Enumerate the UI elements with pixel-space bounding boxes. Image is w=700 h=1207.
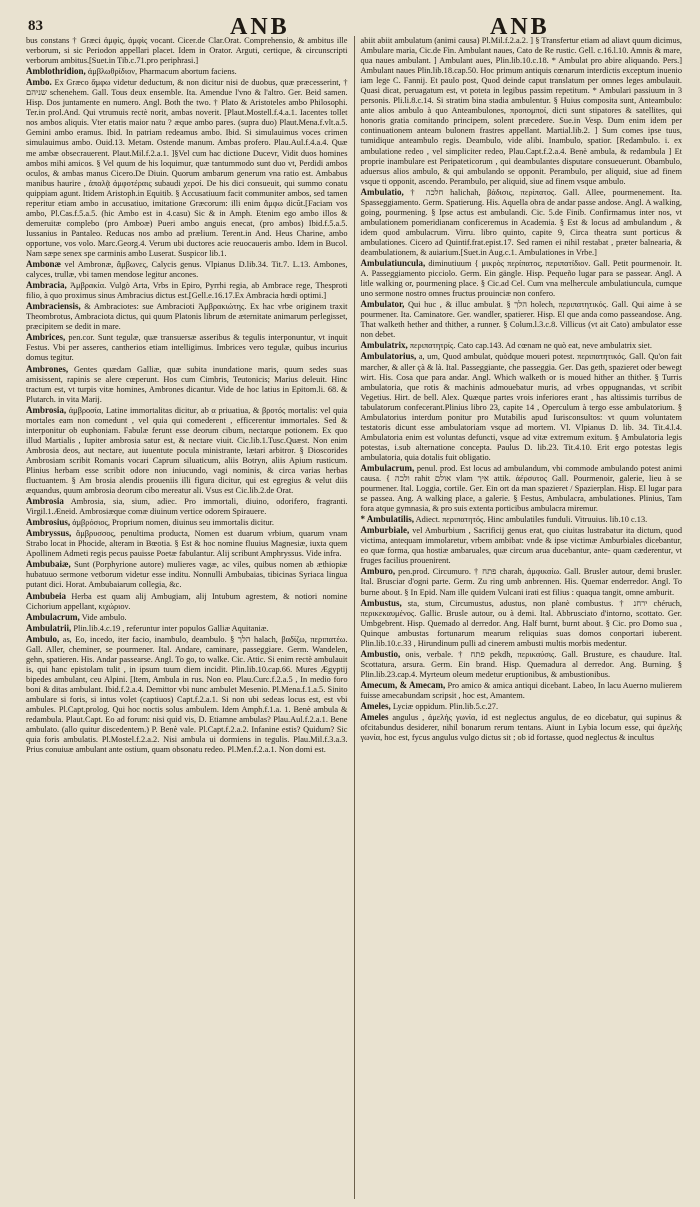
dictionary-entry [26, 259, 348, 280]
entry-headword: Ambrosia, [26, 404, 67, 415]
dictionary-entry [26, 559, 348, 590]
entry-text: Lyciæ oppidum. Plin.lib.5.c.27. [392, 702, 499, 712]
entry-headword: Amecum, & Amecam, [360, 679, 446, 690]
dictionary-entry [26, 591, 348, 612]
entry-headword: Ambulatrix, [360, 340, 408, 351]
entry-headword: Ameles [360, 712, 389, 723]
dictionary-entry [361, 340, 683, 351]
entry-headword: Ambrones, [26, 363, 69, 374]
dictionary-entry [361, 712, 683, 743]
dictionary-entry [361, 299, 683, 340]
entry-text: Pro amico & amica antiqui dicebant. Labeo, In lacu Auerno mulierem fuisse amecabundam scripsit , hoc est, Amantem. [360, 680, 682, 700]
entry-text: Gentes quædam Galliæ, quæ subita inundatione maris, quum sedes suas amisissent, rapinis se alere cœperunt. Hos cum Cimbris, Teutonicis; Marius deleuit. Hinc tractum est, vt turpis vitæ homines, Ambrones dicantur. Vide de hoc latius in Epitom.li. 68. & Plutarch. in vita Marij. [26, 364, 348, 404]
entry-headword: Ambulacrum, [360, 462, 415, 473]
entry-text: a, um, Quod ambulat, quòdque moueri potest. περιπατητικός. Gall. Qu'on fait marcher, & aller çà & là. Ital. Passeggiante, che passeggia. Ger. Das geth, spazieret oder bewegt wirt. His. Cosa que para andar. Angl. Which walketh or is moued hither an thither. § Turris ambulatoria, que rotis & machinis admouebatur muris, ad vrbes oppugnandas, vt scribit Vegetius. Hirt. de bell. Alex. Quæque partes vrois inferiores erant , has altissimis turribus de tabulatorum confecerant.Plinius libro 23, capite 14 , Operculum à tergo esse ambulatorium. § Ambulatorius interdum ponitur pro Mutabilis apud Iurisconsultos: vt quum voluntatem testatoris dicunt esse ambulatoriam vsque ad mortem. Vl. Vlpianus D. lib. 34. Tit.4.l.4. Ambulatoria enim est voluntas defuncti, vsque ad vitæ extremum exitum. § Ambulatoria legis potestas, i.sub alternatione concepta. Paulus D. lib.23. Tit.4.10. Erit ergo potestas legis ambulatoria, quia dotalis fuit obligatio. [360, 352, 682, 462]
dictionary-entry [26, 634, 348, 756]
entry-headword: Ambrosia [26, 496, 64, 507]
dictionary-entry [361, 680, 683, 701]
entry-text: † חלכה halichah, βάδισις, περίπατος. Gall. Allee, pourmenement. Ita. Spasseggiamento. Germ. Spatierung. His. Aquella obra de andar passe andose. Angl. A walking, going, pourmening. § Ipse actus est ambulandi. Cic. 5.de Finib. Confirmamus inter nos, vt ambulationem pomeridianam conficeremus in Academia. § Est & locus ad ambulandum , & idem quod ambulacrum. Virru. libro quinto, capite 9, Circa theatra sunt porticus & ambulationes. Cicero ad Quintif.frat.epist.17. Sed ramen ei nihil restabat , præter balnearia, & deambulationem, & auiarium.[Suet.in Aug.c.1. Ambulationes in Vrbe.] [360, 187, 682, 257]
entry-text: Sunt (Porphyrione autore) mulieres vagæ, ac viles, quibus nomen ab æthiopiæ hubatuuo sermone vetborum videtur esse inditu. Nonnulli Ambubaias, tibicinas Syriaca lingua putant dici. Horat. Ambubaiarum collegia, &c. [26, 560, 348, 590]
dictionary-entry [26, 496, 348, 517]
entry-text: Adiect. περιπατητός. Hinc ambulatiles funduli. Vitruuius. lib.10 c.13. [415, 515, 648, 525]
dictionary-entry [26, 612, 348, 623]
entry-text: penul. prod. Est locus ad ambulandum, vbi commode ambulando potest animi causa. { ולכה rahit אולם vlam איך attik. ἀέρσυτος Gall. Pourmenoir, galerie, lieu à se pourmener. Ital. Loggia, cortile. Ger. Ein ort da man spazieret / Spazierplan. Hisp. El lugar para se passea. Ang. A walking place, a galerie. § Festus, Ambulacra, ambulationes. Plinius, Tam fora atque gymnasia, & pro suis extenta porticibus ambulacra miremur. [360, 463, 683, 514]
entry-text: bus constans † Græci ἀμφὶς, ἀμφὶς vocant. Cicer.de Clar.Orat. Comprehensio, & ambitus ille verborum, si sic Periodon appellari placet. Idem in Orator. Arguti, certique, & circunscripti verborum ambitus.[Suet.in Tib.c.71.pro periphrasi.] [26, 36, 348, 66]
entry-headword: Ambulatio, [360, 186, 404, 197]
entry-text: ἀμβροσία, Latine immortalitas dicitur, ab α priuatiua, & βροτός mortalis: vel quia mortales eam non comedunt , vel quia qui comederent , efficerentur immortales. Sed & interponitur ob euphoniam. Fabulæ ferunt esse deorum cibum, nectarque potionem. Ex quo illud Martialis , Iupiter ambrosia satur est, & nectare viuit. Cic.lib.1.Tusc.Quæst. Non enim Ambrosia deos, aut nectare, aut iuuentute pocula ministrante, lætari arbitror. § Dioscorides Ambrosiam scribit Romanis vocari Caprum siluaticum, aliis Botryn, aliis Apium rusticum. Plinius herbam esse scribit odore non iniucundo, vagi nominis, & circa varias herbas fluctuantem. § Am brosia alendis proueniis illi figura dicitur, qui est egregius & velut diis æquandus, quum ambrosia deorum cibo mereatur ali. Vsus est Cic.lib.2.de Orat. [26, 405, 348, 496]
dictionary-entry [26, 66, 348, 77]
right-column [355, 36, 689, 1199]
entry-headword: Amburbiale, [360, 525, 410, 536]
entry-text: Ambrosia, sia, sium, adiec. Pro immortali, diuino, odorifero, fragranti. Virgil.1.Æneid. Ambrosiæque comæ diuinum vertice odorem Spirauere. [26, 497, 348, 517]
entry-text: abiit abiit ambulatum (animi causa) Pl.Mil.f.2.a.2. ] § Transfertur etiam ad aliavt quum dicimus, Ambulare maria, Cic.de Fin. Ambulant naues, Cato de Re rustic. Gell. c.16.l.10. Amnis & mare, qua naues ambulant. ] Ambulant aues, Plin.lib.10.c.18. * Ambulat pro abire aliquando. Pers.] Ambulant naues Plin.lib.18.cap.50. Hoc primum antiquis cœnarum interdictis exceptum inuenio iam lege C. Fannij. Et paulo post, Quod deinde caput translatum per omnes leges ambulauit. Quasi dicat, peruagatum est, vt poteta in legibus passim repetitum. * Ambulari passiuum in 3 personis. Pli.li.8.c.14. Si stratim bina stadia ambulentur. § Huius composita sunt, Anteambulo: ante alios ambulo à quo Anteambulones, προπομποί, dicti sunt stipatores & satellites, qui honoris gratia comitando principem, solent præcedere. Sue.in Vesp. Dum enim idem per continuationem anteam bulonem frastres appellant. Martial.lib.2. ] Sum comes ipse tuus, tumidique anteambulo regis. Deambulo, vide alibi. Inambulo, spatior. [Redambulo. i. ex ambulatione redeo , vel simpliciter redeo, Plau.Capt.f.2.a.4. Benè ambula, & redambula ] Et proprie inambulare est Peripateticorum , qui deambulantes disputare consueuerunt. Obambulo, aduersus alios ambulo, & qui ambulando se opponit. Perambulo, per aliquid, siue ad finem vsque ti opponit, ascendo. Perambulo, per aliquid, siue ad finem vsque ambulo. [360, 36, 682, 186]
entry-text: as, Eo, incedo, iter facio, inambulo, deambulo. § הלך halach, βαδίζω, περιπατέω. Gall. Aller, cheminer, se pourmener. Ital. Andare, caminare, passeggiare. Germ. Wandelen, gehn, spatieren. His. Andar passearse. Angl. To go, to walke. Cic. Attic. Si enim rectè ambulauit is, qui hanc epistolam tulit , in ipsum tuum diem incidit. Plin.lib.10.cap.66. Mures Ægyptij bipedes ambulant, ceu Alpini. [Item, Ambula in rus. Non eo. Plau.Curc.f.2.a.5 , In medio foro boni & ditas ambulant. Ibid.f.2.a.4. Demittor vbi nunc ambulet Mesenio. Pl.Mena.f.1.a.5. Sinito ambulare si foris, si intus volet (captiuos) Capt.f.2.a.1. Si non ubi sedeas locus est, est vbi ambules. Pl.Capt.prolog. Qui hoc noctis solus ambulem. Idem Amph.f.1.a. 1. Benè ambula & redambula. Plaut.Capt. Eo ad forum: nisi quid vis, D. Etiamne ambulas? Plau.Aul.f.2.a.1. Bene ambulato. (allo quitur discedentem.) P. Benè vale. Pl.Capt.f.2.a.2. Infanine estis? Quidum? Sic quia foris ambulatis. Pl.Mostel.f.2.a.2. Nisi ambula ui dormiens in tegulis. Plau.Mil.f.3.a.3. Prius conuiuæ ambulant ante ostium, quam obsonatu redeo. Pl.Men.f.2.a.1. Non domi est. [26, 634, 348, 755]
dictionary-entry [361, 598, 683, 649]
dictionary-entry [26, 364, 348, 405]
entry-headword: Ambrosius, [26, 517, 71, 528]
dictionary-entry [361, 649, 683, 680]
dictionary-entry [361, 351, 683, 463]
entry-headword: Ambulacrum, [26, 611, 80, 622]
entry-headword: Ambulo, [26, 633, 60, 644]
entry-text: ἀμβρόσιος, Proprium nomen, diuinus seu immortalis dicitur. [72, 518, 275, 528]
entry-text: sta, stum, Circumustus, adustus, non planè combustus. † ירחנ chéruch, περικεκαυμένος. Gallic. Brusle autour, ou à demi. Ital. Abbrusciato d'intorno, scottato. Ger. Umbgebrent. Hisp. Quemado al derredor. Ang. Half burnt, burnt about. § Cic. pro Domo sua , Quinque ambustas fortunarum mearum reliquias suas domos conportari iuberent. Plin.lib.10.c.33 , Hirundinum pulli ad cinerem ambusti multis morbis medentur. [360, 598, 683, 648]
dictionary-entry [361, 36, 683, 187]
entry-text: pen.cor. Sunt tegulæ, quæ transuersæ asseribus & tegulis interponuntur, vt inquit Festus. Vbi per asseres, cantherios etiam intelligimus. Imbrices vero tegulæ, quibus incurius domus tegitur. [26, 333, 348, 363]
entry-text: Vide ambulo. [81, 612, 127, 622]
entry-text: Plin.lib.4.c.19 , referuntur inter populos Galliæ Aquitaniæ. [73, 623, 269, 633]
dictionary-entry [361, 463, 683, 514]
entry-headword: Ambonæ [26, 259, 62, 270]
entry-text: Qui huc , & illuc ambulat. § הלך holech, περιπατητικός. Gall. Qui aime à se pourmener. Ita. Caminatore. Ger. wandler, spatierer. Hisp. El que anda como passeandose. Ang. That walketh hether and thither, a runner. § Colum.l.3.c.8. Villicus (vt ait Cato) ambulator esse non debet. [360, 300, 682, 340]
running-head-right: ANB [490, 14, 550, 40]
entry-text: περιπατητρίς. Cato cap.143. Ad cœnam ne quò eat, neve ambulatrix siet. [409, 341, 652, 351]
dictionary-entry [361, 525, 683, 566]
entry-headword: Amblothridion, [26, 66, 86, 77]
entry-headword: Ambustio, [360, 648, 401, 659]
entry-text: Ἀμβρακία. Vulgò Arta, Vrbs in Epiro, Pyrrhi regia, ab Ambrace rege, Thesproti filio, à quo proximus sinus Ambracius dictus est.[Gell.e.16.17.Ex Ambracia hœdi optimi.] [26, 281, 348, 301]
entry-headword: Ambulatorius, [360, 351, 417, 362]
entry-headword: * Ambulatilis, [360, 514, 415, 525]
entry-text: Herba est quam alij Ambugiam, alij Intubum agrestem, & notiori nomine Cichorium appellant, κιχώριον. [26, 591, 348, 611]
entry-text: ἀμβλωθρίδιον, Pharmacum abortum faciens. [87, 67, 237, 77]
entry-text: & Ambraciotes: sue Ambracioti Ἀμβρακιώτης. Ex hac vrbe originem traxit Theombrotus, Ambraciota dictus, qui quum Platonis librum de æternitate animarum perlegisset, præcipitem se dedit in mare. [26, 302, 348, 332]
dictionary-entry [26, 623, 348, 634]
entry-text: ἄμβρυσσος, penultima producta, Nomen est duarum vrbium, quarum vnam Strabo locat in Phocide, alteram in Bœotia. § Est & hoc nomine fluuius Magnesiæ, iuxta quem Apollinem Admeti regis pecus pauisse Poetæ fabulantur. Alij scribunt Amphryssus. Vide infra. [26, 529, 348, 559]
dictionary-entry [26, 280, 348, 301]
entry-headword: Ambulatiuncula, [360, 258, 426, 269]
dictionary-entry [361, 514, 683, 525]
entry-headword: Ameles, [360, 701, 391, 712]
entry-headword: Ambustus, [360, 597, 402, 608]
entry-headword: Ambo. [26, 77, 52, 88]
entry-text: diminutiuum { μικρὸς περίπατος, περιπατίδιον. Gall. Petit pourmenoir. It. A. Passeggiamento picciolo. Germ. Ein gängle. Hisp. Pequeño lugar para se passear. Angl. A litle walking or, pourmening place. § Cic.ad Cel. Cum vna melhercule ambulatiuncula, cumque uno sermone nostro omnes fructus prouinciæ non confero. [360, 259, 682, 299]
entry-headword: Ambracia, [26, 280, 67, 291]
text-columns [20, 36, 688, 1199]
entry-text: onis, verbale. † פתח pekdh, περικαύσις. Gall. Brusture, es chaudure. Ital. Scottatura, arsura. Germ. Ein brand. Hisp. Quemadura al derredor. Ang. Burning. § Plin.lib.23.cap.4. Myrteum oleum medetur eruptionibus, & ambustionibus. [360, 649, 683, 679]
dictionary-entry [26, 517, 348, 528]
entry-text: vel Ambronæ, ἄμβωνες, Calycis genus. Vlpianus D.lib.34. Tit.7. L.13. Ambones, calyces, trullæ, vbi tamen mendose legitur ancones. [26, 260, 348, 280]
entry-headword: Ambulatrii, [26, 622, 72, 633]
dictionary-entry [26, 301, 348, 332]
entry-headword: Ambubeia [26, 590, 67, 601]
entry-headword: Amburo, [360, 566, 396, 577]
left-column [20, 36, 354, 1199]
page-number: 83 [28, 18, 43, 34]
dictionary-entry [361, 258, 683, 299]
dictionary-entry [26, 528, 348, 559]
running-head-left: ANB [230, 14, 290, 40]
dictionary-entry [26, 332, 348, 363]
entry-headword: Ambubaiæ, [26, 559, 71, 570]
entry-headword: Ambrices, [26, 332, 66, 343]
entry-text: angulus , ἀμελὴς γωνία, id est neglectus angulus, de eo dicebatur, qui supinus & ofcitabundus desiderer, nihil bonarum rerum tentans. Aiunt in Lybia locum esse, qui ἀμελὴς γωνία, hoc est, fycus angulus vulgo dictus sit ; ob id fortasse, quod neglectus & incultus [360, 713, 682, 743]
entry-headword: Ambryssus, [26, 528, 72, 539]
entry-headword: Ambulator, [360, 299, 405, 310]
dictionary-entry [361, 566, 683, 597]
dictionary-entry [361, 187, 683, 258]
entry-text: pen.prod. Circumuro. † פתח charah, ἀμφικαίω. Gall. Brusler autour, demi brusler. Ital. Brusciar d'ogni parte. Germ. Zu ring umb anbrennen. His. Quemar enderredor. Angl. To burne about. § In Epid. Nam ille quidem Vulcani irati est filius : quaqua tangit, omne amburit. [360, 567, 682, 597]
dictionary-entry [26, 36, 348, 66]
entry-text: vel Amburbium , Sacrificij genus erat, quo ciuitas lustrabatur ita dictum, quod victima, antequam immolaretur, vrbem ambibat: vnde & ipse victimæ Amburbiales dicebantur, eo quæ forma, qua hostiæ ambaruales, quæ circum arua ducebantur, ante- quam cæderentur, vt fruges facilius prouenirent. [360, 526, 682, 566]
dictionary-entry [361, 701, 683, 712]
entry-text: Ex Græco ἄμφω videtur deductum, & non dicitur nisi de duobus, quæ præcesserint, † שניהם schenehem. Gall. Tous deux ensemble. Ita. Amendue l'vno & l'altro. Ger. Beid samen. Hisp. Dos juntamente en numero. Angl. Both the two. † Plato & Aristoteles ambo Philosophi. Ter.in prol.And. Qui vtrumuis rectè norit, ambas noverit. [Plaut.Mostell.f.4.a.1. Iacentes tollet nos ambos aliquis. Vter etatis maior natu ? æque ambo pares. (supra duo) Plaut.Mena.f.vlt.a.5. Gemini ambo eramus. Ibid. In patriam redeamus ambo. Ibid. Si simulauimus voces crimen simulauimus ambo. Ouid.13. Metam. Ostende manum. Ambas profero. Plau.Aul.f.4.a.4. Quæ me ambæ obsecrauerent. Plaut.Mil.f.2.a.1. ]§Vel cum hac dictione Ducevr, Vidit duos homines ambos mihi amicos. § Vel quum de his loquimur, quæ tantummodo sunt duo vt, Perdidi ambos oculos, & ambas manus Cicero.De Diuin. Quorum ambarum generum vna ratio est. Ambabus manibus haurire , ἀπαλᾷ ἀμφοτέραις subaudi χερσί. De his dici consueuit, qui summo conatu quippiam agunt. Itidem Aristoph.in Equitib. § Accusatiuum facit communiter ambos, sed tamen reperitur etiam ambo in accusatiuo, imitatione Græcorum: illi enim ἄμφω dicũt.[Faciam vos ambo, Pl.Cas.f.5.a.5. (hic Ambo est in 4.casu) Sic & in Amph. Etenim ego ambo illos & demeruitæ complebo (pro Amboæ) Pueri ambo anguis enecat, (pro ambos) Ibid.f.5.a.5. Iussanius in Pantaleo. Reducas nos ambo ad prælium. Terent.in And. Heus Charine, ambo opportune, vos volo. Marc.Georg.4. Verum ubi ductores acie reuocaueris ambo. Idem in Bucol. Nam sæpe senex spe carminis ambo Luserat. Suspicor lib.1. [26, 78, 348, 258]
dictionary-entry [26, 77, 348, 259]
entry-headword: Ambraciensis, [26, 301, 81, 312]
dictionary-entry [26, 405, 348, 496]
